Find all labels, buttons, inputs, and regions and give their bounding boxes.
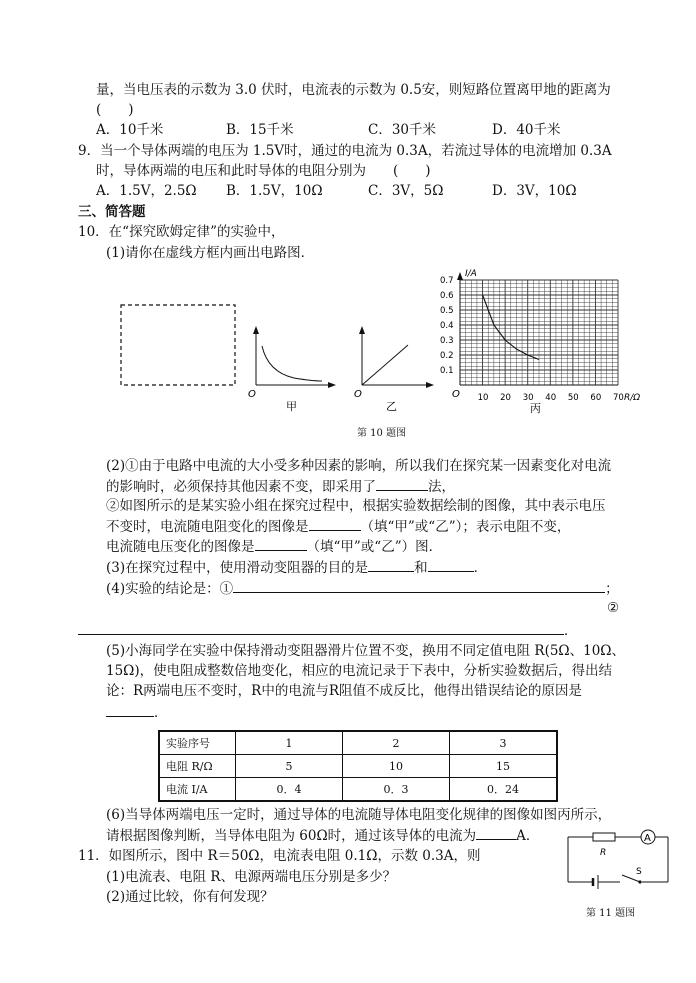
q11-circuit — [560, 822, 688, 902]
q9-option-d: D．3V，10Ω — [492, 183, 577, 199]
graph-bing-x-tick: 30 — [522, 393, 534, 403]
graph-bing-y-tick: 0.6 — [440, 291, 454, 301]
q10-part4-text: (4)实验的结论是：① — [106, 581, 234, 597]
section-heading: 三、简答题 — [78, 204, 146, 220]
q10-part3-and: 和 — [414, 560, 428, 576]
graph-bing-y-tick: 0.7 — [440, 276, 454, 286]
q10-part5-end: ． — [154, 705, 168, 721]
q9-option-b: B．1.5V，10Ω — [226, 183, 323, 199]
rheostat-purpose-blank-1[interactable] — [368, 557, 414, 572]
table-header: 1 — [236, 731, 343, 755]
q10-part5-line1: (5)小海同学在实验中保持滑动变阻器滑片位置不变，换用不同定值电阻 R(5Ω、10Ω、 — [106, 643, 625, 659]
table-cell: 5 — [236, 755, 343, 778]
q9-option-a: A．1.5V，2.5Ω — [96, 183, 197, 199]
table-cell: 0．3 — [343, 778, 450, 802]
graph-bing — [440, 269, 640, 415]
q8-option-c: C．30千米 — [368, 122, 437, 138]
q8-option-b: B．15千米 — [226, 122, 294, 138]
graph-bing-y-label: I/A — [465, 269, 477, 279]
table-cell: 电阻 R/Ω — [159, 755, 236, 778]
current-answer-blank[interactable] — [476, 825, 516, 840]
table-header-row — [159, 731, 557, 755]
q10-part3-end: ． — [473, 560, 488, 576]
graph-bing-x-tick: 10 — [477, 393, 489, 403]
q9-line2: 时，导体两端的电压和此时导体的电阻分别为 ( ) — [96, 163, 431, 179]
table-header: 2 — [343, 731, 450, 755]
graph-bing-x-tick: 40 — [545, 393, 557, 403]
q10-part4-marker2: ② — [607, 600, 620, 616]
table-cell: 0．24 — [450, 778, 558, 802]
q10-part2a-text: 的影响时，必须保持其他因素不变，即采用了 — [106, 479, 376, 495]
graph-bing-y-tick: 0.5 — [440, 306, 454, 316]
q10-part2a-line1: (2)①由于电路中电流的大小受多种因素的影响，所以我们在探究某一因素变化对电流 — [106, 458, 612, 474]
q10-part5-line4 — [106, 702, 168, 723]
graph-yi — [354, 326, 434, 413]
q10-title: 10．在“探究欧姆定律”的实验中， — [78, 224, 285, 240]
q10-part4-end: ． — [564, 623, 578, 639]
q10-part6-text: 请根据图像判断，当导体电阻为 60Ω时，通过该导体的电流为 — [106, 828, 477, 844]
q10-part4-line2 — [78, 620, 578, 641]
graph-bing-x-tick: 50 — [567, 393, 579, 403]
table-cell: 15 — [450, 755, 558, 778]
table-row — [159, 755, 557, 778]
graph-jia-curve — [262, 346, 322, 381]
q10-part2b-text2: 电流随电压变化的图像是 — [106, 539, 255, 555]
graph-yi-origin: O — [354, 389, 362, 400]
graph-jia-label: 甲 — [286, 400, 297, 413]
graph-jia-origin: O — [248, 389, 256, 400]
q10-part6-line2 — [106, 825, 539, 846]
q10-part1: (1)请你在虚线方框内画出电路图． — [106, 245, 315, 261]
q10-part3 — [106, 557, 487, 578]
q10-part2b-text: 不变时，电流随电阻变化的图像是 — [106, 519, 309, 535]
graph-yi-label: 乙 — [386, 400, 397, 413]
graph-bing-y-tick: 0.2 — [440, 351, 454, 361]
graph-bing-x-tick: 20 — [500, 393, 511, 403]
resistor-label: R — [600, 848, 607, 858]
q10-figure — [0, 0, 696, 445]
q10-part2b-hint: （填“甲”或“乙”）；表示电阻不变， — [360, 519, 571, 535]
q10-part2b-line1: ②如图所示的是某实验小组在探究过程中，根据实验数据绘制的图像，其中表示电压 — [106, 498, 606, 514]
q10-part6-line1: (6)当导体两端电压一定时，通过导体的电流随导体电阻变化规律的图像如图丙所示， — [106, 807, 612, 823]
ammeter-label: A — [644, 833, 651, 844]
q10-part2a-line2 — [106, 476, 455, 497]
q9-line1: 9．当一个导体两端的电压为 1.5V时，通过的电流为 0.3A，若流过导体的电流增加 0.3A — [78, 143, 612, 159]
q11-sub2: (2)通过比较，你有何发现？ — [106, 889, 274, 905]
q11-title: 11．如图所示，图中 R＝50Ω，电流表电阻 0.1Ω，示数 0.3A，则 — [78, 848, 481, 864]
graph-bing-x-tick: 70 — [613, 393, 624, 403]
table-cell: 10 — [343, 755, 450, 778]
q10-part2b-line3 — [106, 536, 442, 557]
voltage-graph-blank[interactable] — [255, 536, 307, 551]
table-cell: 电流 I/A — [159, 778, 236, 802]
circuit-drawing-box — [121, 305, 235, 385]
graph-bing-x-label: R/Ω — [624, 393, 641, 403]
rheostat-purpose-blank-2[interactable] — [428, 557, 474, 572]
graph-yi-line — [362, 345, 408, 385]
q11-sub1: (1)电流表、电阻 R、电源两端电压分别是多少？ — [106, 869, 397, 885]
graph-bing-y-tick: 0.3 — [440, 336, 454, 346]
q11-figure-caption: 第 11 题图 — [586, 908, 636, 919]
table-header: 3 — [450, 731, 558, 755]
conclusion-blank-1[interactable] — [233, 578, 605, 593]
resistance-graph-blank[interactable] — [309, 516, 361, 531]
q10-part3-text: (3)在探究过程中，使用滑动变阻器的目的是 — [106, 560, 369, 576]
q10-part2b-hint2: （填“甲”或“乙”）图． — [306, 539, 443, 555]
graph-bing-label: 丙 — [530, 402, 541, 415]
q10-part5-line3: 论：R两端电压不变时，R中的电流与R阻值不成反比，他得出错误结论的原因是 — [106, 683, 582, 699]
q10-part2a-suffix: 法， — [428, 479, 455, 495]
q10-part4-line1 — [106, 578, 619, 599]
q8-line2: ( ) — [96, 102, 134, 118]
q10-figure-caption: 第 10 题图 — [357, 428, 407, 439]
resistor-symbol — [593, 833, 615, 841]
q10-part5-line2: 15Ω)，使电阻成整数倍地变化，相应的电流记录于下表中，分析实验数据后，得出结 — [106, 663, 613, 679]
q8-option-d: D．40千米 — [492, 122, 561, 138]
data-table — [158, 730, 558, 802]
table-header: 实验序号 — [159, 731, 236, 755]
graph-bing-y-tick: 0.4 — [440, 321, 454, 331]
graph-bing-x-tick: 60 — [590, 393, 602, 403]
method-answer-blank[interactable] — [376, 476, 428, 491]
q10-part2b-line2 — [106, 516, 570, 537]
graph-jia — [248, 326, 336, 413]
q8-option-a: A．10千米 — [96, 122, 164, 138]
q9-option-c: C．3V，5Ω — [368, 183, 444, 199]
q8-line1: 量，当电压表的示数为 3.0 伏时，电流表的示数为 0.5安，则短路位置离甲地的距离为 — [96, 82, 611, 98]
graph-bing-y-tick: 0.1 — [440, 366, 454, 376]
q10-part6-unit: A． — [516, 828, 540, 844]
error-reason-blank[interactable] — [106, 702, 154, 717]
table-cell: 0．4 — [236, 778, 343, 802]
conclusion-blank-2[interactable] — [78, 620, 564, 635]
graph-bing-origin: O — [452, 389, 460, 400]
switch-label: S — [636, 867, 642, 877]
table-row — [159, 778, 557, 802]
q10-part4-semicolon: ； — [605, 581, 619, 597]
